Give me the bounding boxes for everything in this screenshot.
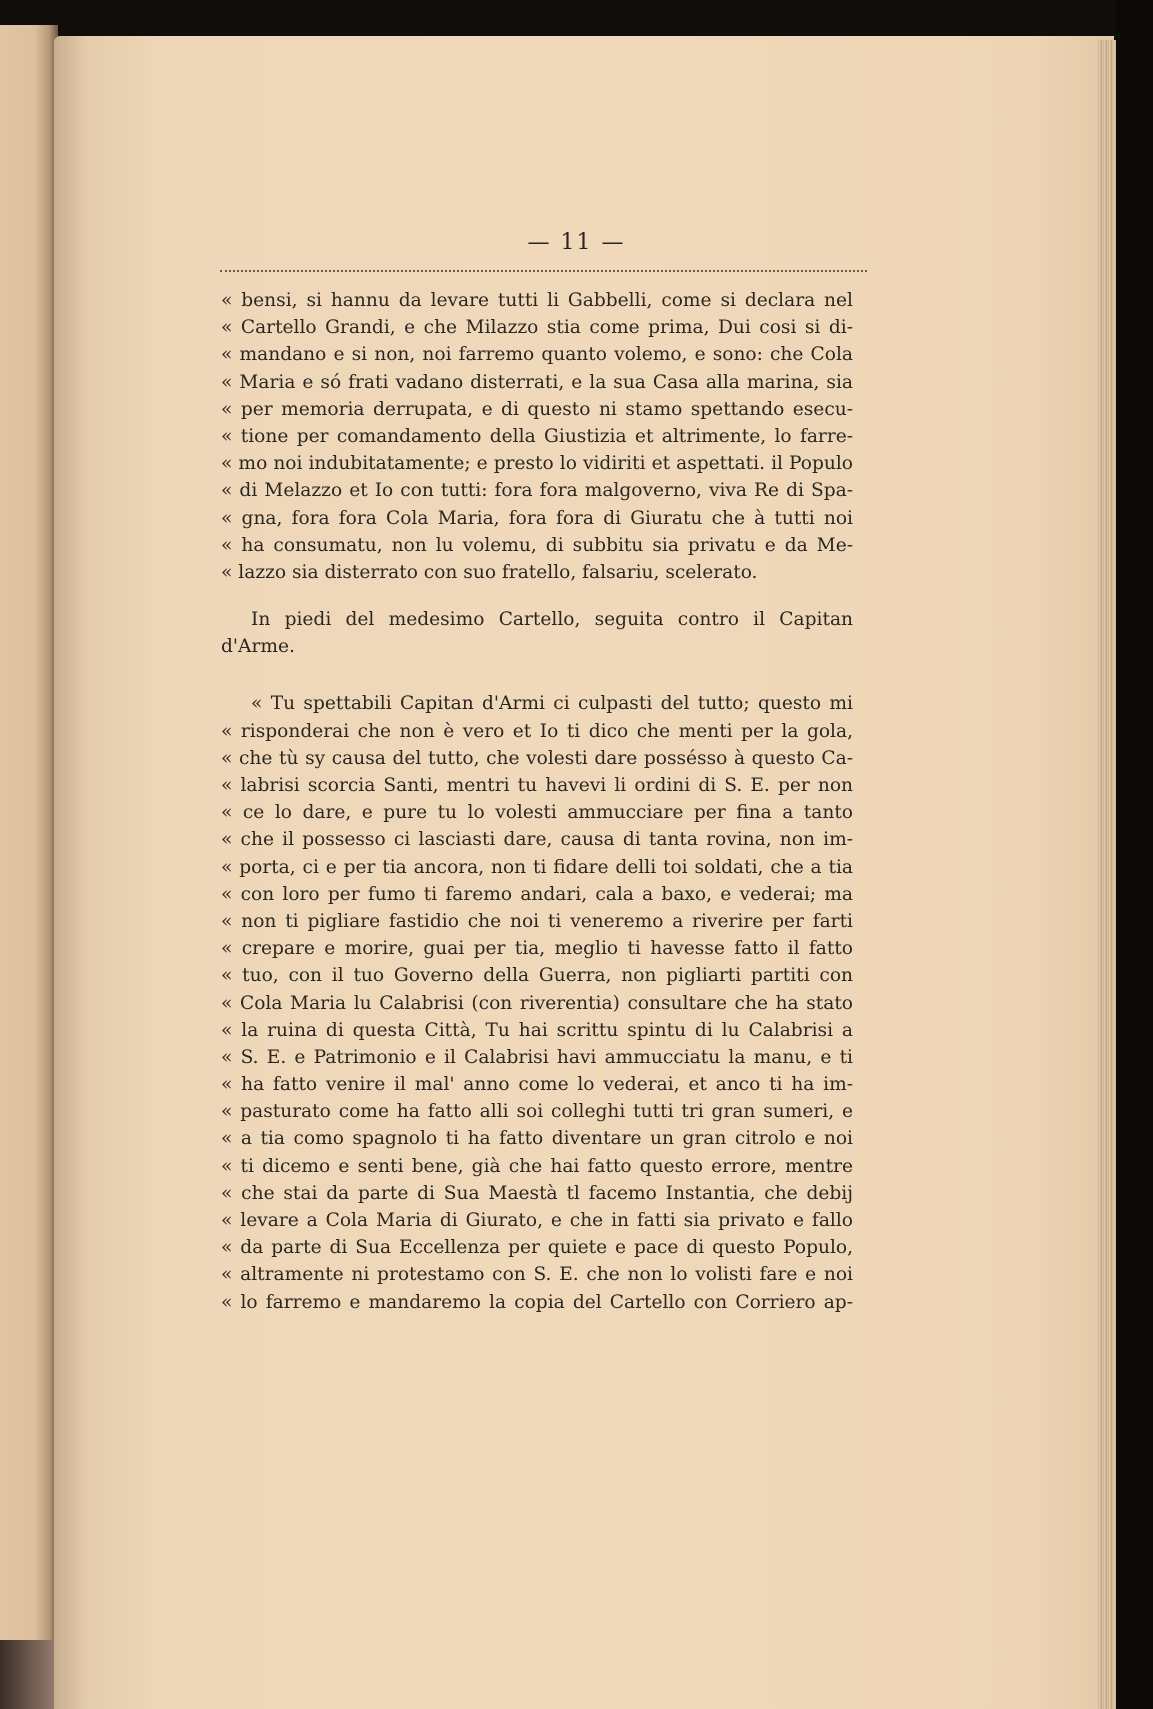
text-line: « la ruina di questa Città, Tu hai scrittu spintu di lu Calabrisi a (221, 1019, 853, 1041)
paragraph-2 (221, 606, 853, 660)
text-line: « mo noi indubitatamente; e presto lo vidiriti et aspettati. il Populo (221, 453, 853, 475)
text-line: « ha consumatu, non lu volemu, di subbitu sia privatu e da Me- (221, 534, 853, 556)
text-line: « lo farremo e mandaremo la copia del Cartello con Corriero ap- (221, 1291, 853, 1313)
header-rule (220, 270, 867, 272)
text-line: « tuo, con il tuo Governo della Guerra, non pigliarti partiti con (221, 965, 853, 987)
text-line: « pasturato come ha fatto alli soi colleghi tutti tri gran sumeri, e (221, 1101, 853, 1123)
text-line: « lazzo sia disterrato con suo fratello, falsariu, scelerato. (221, 561, 758, 583)
left-page-corner (0, 1640, 58, 1709)
text-line: « S. E. e Patrimonio e il Calabrisi havi ammucciatu la manu, e ti (221, 1046, 853, 1068)
text-line: « a tia como spagnolo ti ha fatto diventare un gran citrolo e noi (221, 1128, 853, 1150)
left-page-edge (0, 25, 58, 1709)
text-line: « labrisi scorcia Santi, mentri tu havevi li ordini di S. E. per non (221, 775, 853, 796)
scan-background-top (54, 0, 1153, 38)
text-line: « mandano e si non, noi farremo quanto volemo, e sono: che Cola (221, 344, 853, 366)
text-line: « Cola Maria lu Calabrisi (con riverentia) consultare che ha stato (221, 992, 853, 1014)
page-stack-edge (1098, 40, 1116, 1709)
text-line: « Cartello Grandi, e che Milazzo stia come prima, Dui cosi si di- (221, 317, 853, 339)
text-line: In piedi del medesimo Cartello, seguita contro il Capitan (251, 609, 853, 631)
text-line: « ti dicemo e senti bene, già che hai fatto questo errore, mentre (221, 1155, 853, 1177)
text-line: « risponderai che non è vero et Io ti dico che menti per la gola, (221, 720, 853, 742)
text-line: « non ti pigliare fastidio che noi ti veneremo a riverire per farti (221, 910, 853, 932)
text-line: « che stai da parte di Sua Maestà tl facemo Instantia, che debij (221, 1182, 853, 1204)
text-line: « ha fatto venire il mal' anno come lo vederai, et anco ti ha im- (221, 1074, 853, 1096)
text-line: « per memoria derrupata, e di questo ni stamo spettando esecu- (221, 398, 853, 420)
text-line: « bensi, si hannu da levare tutti li Gabbelli, come si declara nel (221, 290, 853, 311)
text-line: « porta, ci e per tia ancora, non ti fidare delli toi soldati, che a tia (221, 856, 853, 878)
text-line: « gna, fora fora Cola Maria, fora fora di Giuratu che à tutti noi (221, 507, 853, 529)
text-line: d'Arme. (221, 636, 295, 658)
text-line: « Tu spettabili Capitan d'Armi ci culpasti del tutto; questo mi (251, 693, 853, 715)
paragraph-3 (221, 690, 853, 1315)
body-text (221, 287, 853, 1316)
text-line: « che tù sy causa del tutto, che volesti dare possésso à questo Ca- (221, 747, 853, 769)
paragraph-gap (221, 660, 853, 690)
text-line: « levare a Cola Maria di Giurato, e che in fatti sia privato e fallo (221, 1210, 853, 1231)
paragraph-gap (221, 586, 853, 606)
text-line: « ce lo dare, e pure tu lo volesti ammucciare per fina a tanto (221, 802, 853, 824)
text-line: « con loro per fumo ti faremo andari, cala a baxo, e vederai; ma (221, 883, 853, 905)
text-line: « crepare e morire, guai per tia, meglio ti havesse fatto il fatto (221, 938, 853, 960)
text-line: « da parte di Sua Eccellenza per quiete e pace di questo Populo, (221, 1237, 853, 1259)
scan-background-right (1116, 0, 1153, 1709)
paragraph-1 (221, 287, 853, 586)
text-line: « di Melazzo et Io con tutti: fora fora malgoverno, viva Re di Spa- (221, 480, 853, 502)
text-line: « che il possesso ci lasciasti dare, causa di tanta rovina, non im- (221, 829, 853, 851)
text-line: « Maria e só frati vadano disterrati, e la sua Casa alla marina, sia (221, 371, 853, 393)
text-line: « altramente ni protestamo con S. E. che non lo volisti fare e noi (221, 1264, 853, 1286)
text-line: « tione per comandamento della Giustizia et altrimente, lo farre- (221, 425, 853, 447)
page-number: — 11 — (527, 230, 626, 255)
